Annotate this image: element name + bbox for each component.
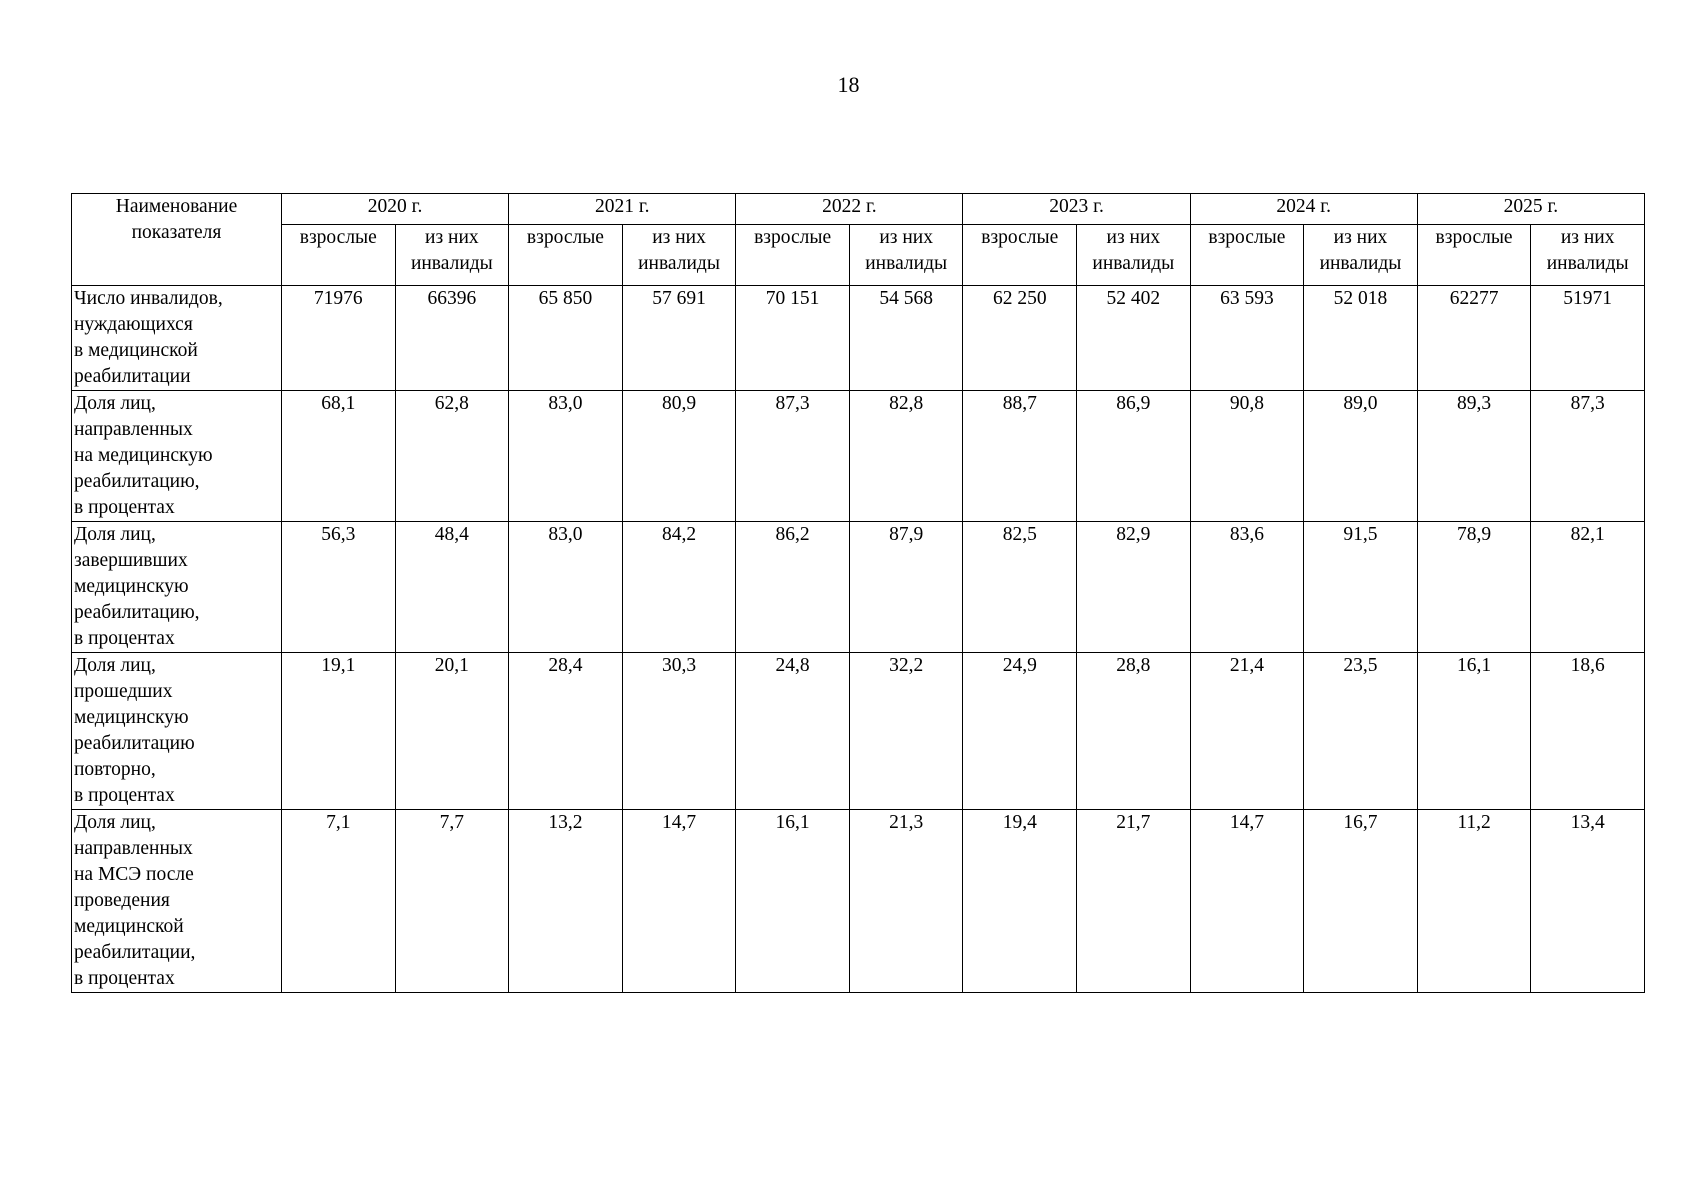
table-row	[72, 810, 1645, 993]
year-header: 2023 г.	[963, 194, 1190, 225]
disabled-value-cell: 62,8	[395, 391, 509, 522]
adults-header: взрослые	[736, 225, 850, 286]
adults-value-cell: 21,4	[1190, 653, 1304, 810]
adults-header: взрослые	[509, 225, 623, 286]
adults-value-cell: 82,5	[963, 522, 1077, 653]
adults-value-cell: 70 151	[736, 286, 850, 391]
adults-header: взрослые	[282, 225, 396, 286]
disabled-value-cell: 86,9	[1077, 391, 1191, 522]
adults-header: взрослые	[963, 225, 1077, 286]
adults-value-cell: 19,1	[282, 653, 396, 810]
year-header-row	[72, 194, 1645, 225]
disabled-value-cell: 30,3	[622, 653, 736, 810]
table-body	[72, 286, 1645, 993]
page-number: 18	[837, 72, 860, 97]
adults-value-cell: 11,2	[1417, 810, 1531, 993]
disabled-value-cell: 48,4	[395, 522, 509, 653]
adults-value-cell: 83,0	[509, 391, 623, 522]
adults-value-cell: 86,2	[736, 522, 850, 653]
disabled-value-cell: 52 402	[1077, 286, 1191, 391]
adults-header: взрослые	[1417, 225, 1531, 286]
year-header: 2020 г.	[282, 194, 509, 225]
disabled-value-cell: 52 018	[1304, 286, 1418, 391]
adults-value-cell: 65 850	[509, 286, 623, 391]
disabled-value-cell: 91,5	[1304, 522, 1418, 653]
year-header: 2021 г.	[509, 194, 736, 225]
adults-header: взрослые	[1190, 225, 1304, 286]
disabled-value-cell: 16,7	[1304, 810, 1418, 993]
disabled-header: из них инвалиды	[849, 225, 963, 286]
disabled-value-cell: 14,7	[622, 810, 736, 993]
disabled-header: из них инвалиды	[1304, 225, 1418, 286]
table-row	[72, 286, 1645, 391]
adults-value-cell: 7,1	[282, 810, 396, 993]
subheader-row	[72, 225, 1645, 286]
disabled-value-cell: 82,9	[1077, 522, 1191, 653]
adults-value-cell: 28,4	[509, 653, 623, 810]
indicator-name-cell: Число инвалидов, нуждающихся в медицинской реабилитации	[72, 286, 282, 391]
year-header: 2022 г.	[736, 194, 963, 225]
indicator-name-cell: Доля лиц, прошедших медицинскую реабилитацию повторно, в процентах	[72, 653, 282, 810]
disabled-value-cell: 32,2	[849, 653, 963, 810]
adults-value-cell: 83,6	[1190, 522, 1304, 653]
disabled-value-cell: 87,3	[1531, 391, 1645, 522]
year-header: 2025 г.	[1417, 194, 1644, 225]
disabled-value-cell: 54 568	[849, 286, 963, 391]
disabled-value-cell: 80,9	[622, 391, 736, 522]
indicator-name-header: Наименование показателя	[72, 194, 282, 286]
year-header: 2024 г.	[1190, 194, 1417, 225]
adults-value-cell: 62 250	[963, 286, 1077, 391]
adults-value-cell: 19,4	[963, 810, 1077, 993]
disabled-header: из них инвалиды	[1077, 225, 1191, 286]
disabled-value-cell: 89,0	[1304, 391, 1418, 522]
indicator-name-cell: Доля лиц, направленных на медицинскую реабилитацию, в процентах	[72, 391, 282, 522]
adults-value-cell: 87,3	[736, 391, 850, 522]
adults-value-cell: 14,7	[1190, 810, 1304, 993]
table-row	[72, 653, 1645, 810]
adults-value-cell: 24,8	[736, 653, 850, 810]
adults-value-cell: 89,3	[1417, 391, 1531, 522]
adults-value-cell: 16,1	[1417, 653, 1531, 810]
table-row	[72, 391, 1645, 522]
adults-value-cell: 63 593	[1190, 286, 1304, 391]
disabled-value-cell: 82,8	[849, 391, 963, 522]
adults-value-cell: 78,9	[1417, 522, 1531, 653]
disabled-header: из них инвалиды	[395, 225, 509, 286]
disabled-value-cell: 87,9	[849, 522, 963, 653]
indicator-name-cell: Доля лиц, завершивших медицинскую реабилитацию, в процентах	[72, 522, 282, 653]
disabled-value-cell: 20,1	[395, 653, 509, 810]
disabled-value-cell: 28,8	[1077, 653, 1191, 810]
disabled-value-cell: 51971	[1531, 286, 1645, 391]
table-row	[72, 522, 1645, 653]
disabled-value-cell: 7,7	[395, 810, 509, 993]
indicator-name-cell: Доля лиц, направленных на МСЭ после проведения медицинской реабилитации, в процентах	[72, 810, 282, 993]
adults-value-cell: 88,7	[963, 391, 1077, 522]
adults-value-cell: 62277	[1417, 286, 1531, 391]
adults-value-cell: 13,2	[509, 810, 623, 993]
adults-value-cell: 24,9	[963, 653, 1077, 810]
adults-value-cell: 90,8	[1190, 391, 1304, 522]
disabled-value-cell: 84,2	[622, 522, 736, 653]
indicators-table	[71, 193, 1645, 993]
adults-value-cell: 71976	[282, 286, 396, 391]
disabled-value-cell: 18,6	[1531, 653, 1645, 810]
adults-value-cell: 68,1	[282, 391, 396, 522]
adults-value-cell: 83,0	[509, 522, 623, 653]
adults-value-cell: 16,1	[736, 810, 850, 993]
disabled-value-cell: 82,1	[1531, 522, 1645, 653]
disabled-header: из них инвалиды	[1531, 225, 1645, 286]
disabled-value-cell: 57 691	[622, 286, 736, 391]
disabled-value-cell: 13,4	[1531, 810, 1645, 993]
disabled-value-cell: 21,3	[849, 810, 963, 993]
disabled-value-cell: 21,7	[1077, 810, 1191, 993]
disabled-header: из них инвалиды	[622, 225, 736, 286]
disabled-value-cell: 23,5	[1304, 653, 1418, 810]
disabled-value-cell: 66396	[395, 286, 509, 391]
adults-value-cell: 56,3	[282, 522, 396, 653]
